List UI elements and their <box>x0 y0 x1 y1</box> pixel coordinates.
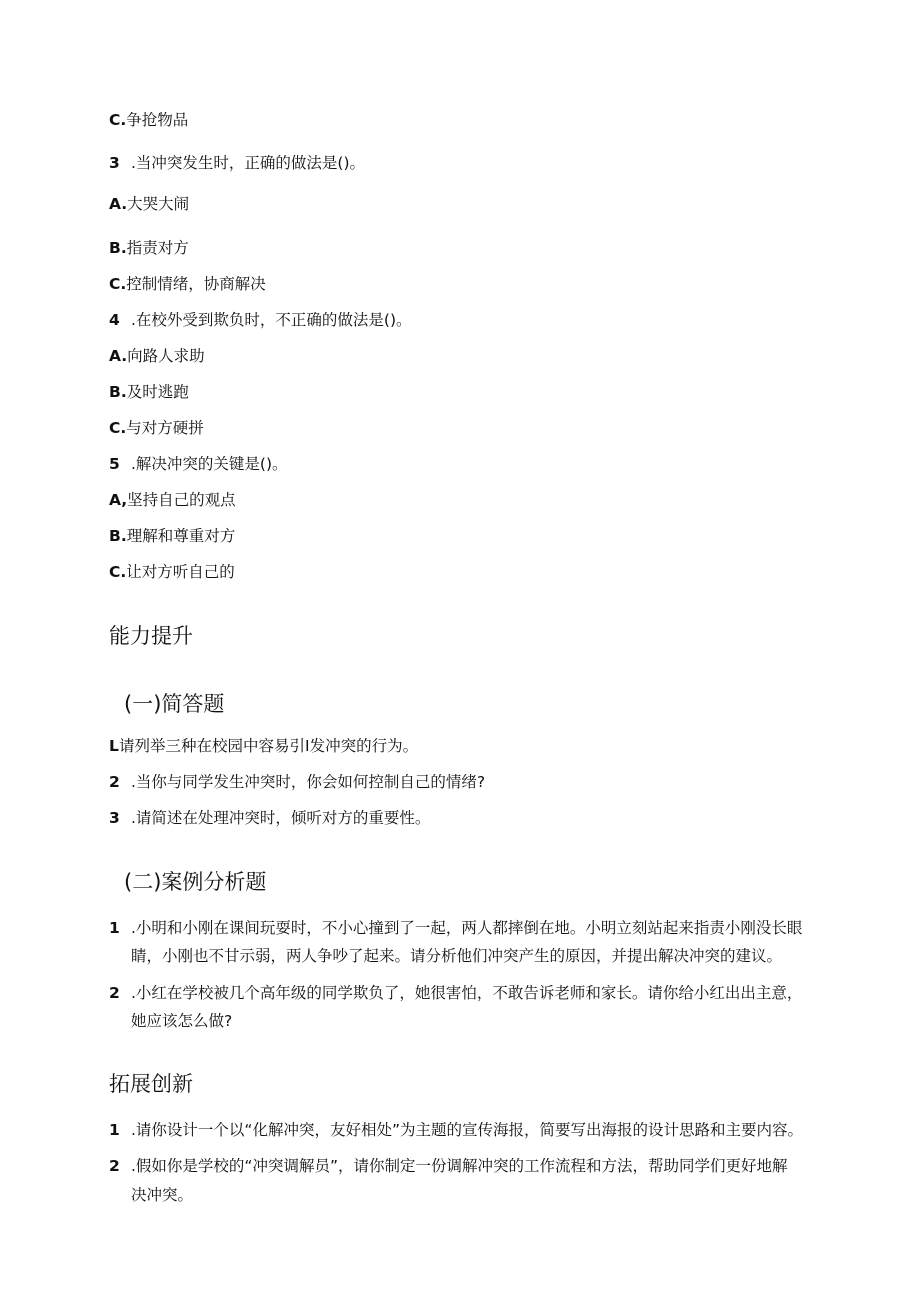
short-answer-3: 3 .请简述在处理冲突时，倾听对方的重要性。 <box>109 809 431 827</box>
case-question-2-continued: 她应该怎么做? <box>131 1012 233 1030</box>
option-a: A,坚持自己的观点 <box>109 491 236 509</box>
option-c: C.控制情绪，协商解决 <box>109 275 266 293</box>
section-heading-ability: 能力提升 <box>109 624 193 648</box>
option-a: A.向路人求助 <box>109 347 205 365</box>
question-4: 4 .在校外受到欺负时，不正确的做法是()。 <box>109 311 412 329</box>
short-answer-2: 2 .当你与同学发生冲突时，你会如何控制自己的情绪? <box>109 773 486 791</box>
case-question-1-continued: 睛，小刚也不甘示弱，两人争吵了起来。请分析他们冲突产生的原因，并提出解决冲突的建议。 <box>131 947 783 965</box>
extension-question-2: 2 .假如你是学校的“冲突调解员”，请你制定一份调解冲突的工作流程和方法，帮助同学们更好地解 <box>109 1157 788 1175</box>
question-5: 5 .解决冲突的关键是()。 <box>109 455 288 473</box>
option-b: B.指责对方 <box>109 239 189 257</box>
subsection-heading-short-answer: (一)简答题 <box>124 692 225 716</box>
short-answer-1: L请列举三种在校园中容易引I发冲突的行为。 <box>109 737 419 755</box>
option-a: A.大哭大闹 <box>109 195 190 213</box>
section-heading-extension: 拓展创新 <box>109 1072 193 1096</box>
option-c: C.与对方硬拼 <box>109 419 204 437</box>
case-question-2: 2 .小红在学校被几个高年级的同学欺负了，她很害怕，不敢告诉老师和家长。请你给小红出出主意， <box>109 984 803 1002</box>
question-3: 3 .当冲突发生时，正确的做法是()。 <box>109 154 366 172</box>
option-b: B.及时逃跑 <box>109 383 189 401</box>
case-question-1: 1 .小明和小刚在课间玩耍时，不小心撞到了一起，两人都摔倒在地。小明立刻站起来指责小刚没长眼 <box>109 919 803 937</box>
extension-question-1: 1 .请你设计一个以“化解冲突，友好相处”为主题的宣传海报，简要写出海报的设计思路和主要内容。 <box>109 1121 803 1139</box>
option-c: C.让对方听自己的 <box>109 563 235 581</box>
option-b: B.理解和尊重对方 <box>109 527 236 545</box>
option-c: C.争抢物品 <box>109 111 189 129</box>
subsection-heading-case-analysis: (二)案例分析题 <box>124 870 267 894</box>
extension-question-2-continued: 决冲突。 <box>131 1186 194 1204</box>
